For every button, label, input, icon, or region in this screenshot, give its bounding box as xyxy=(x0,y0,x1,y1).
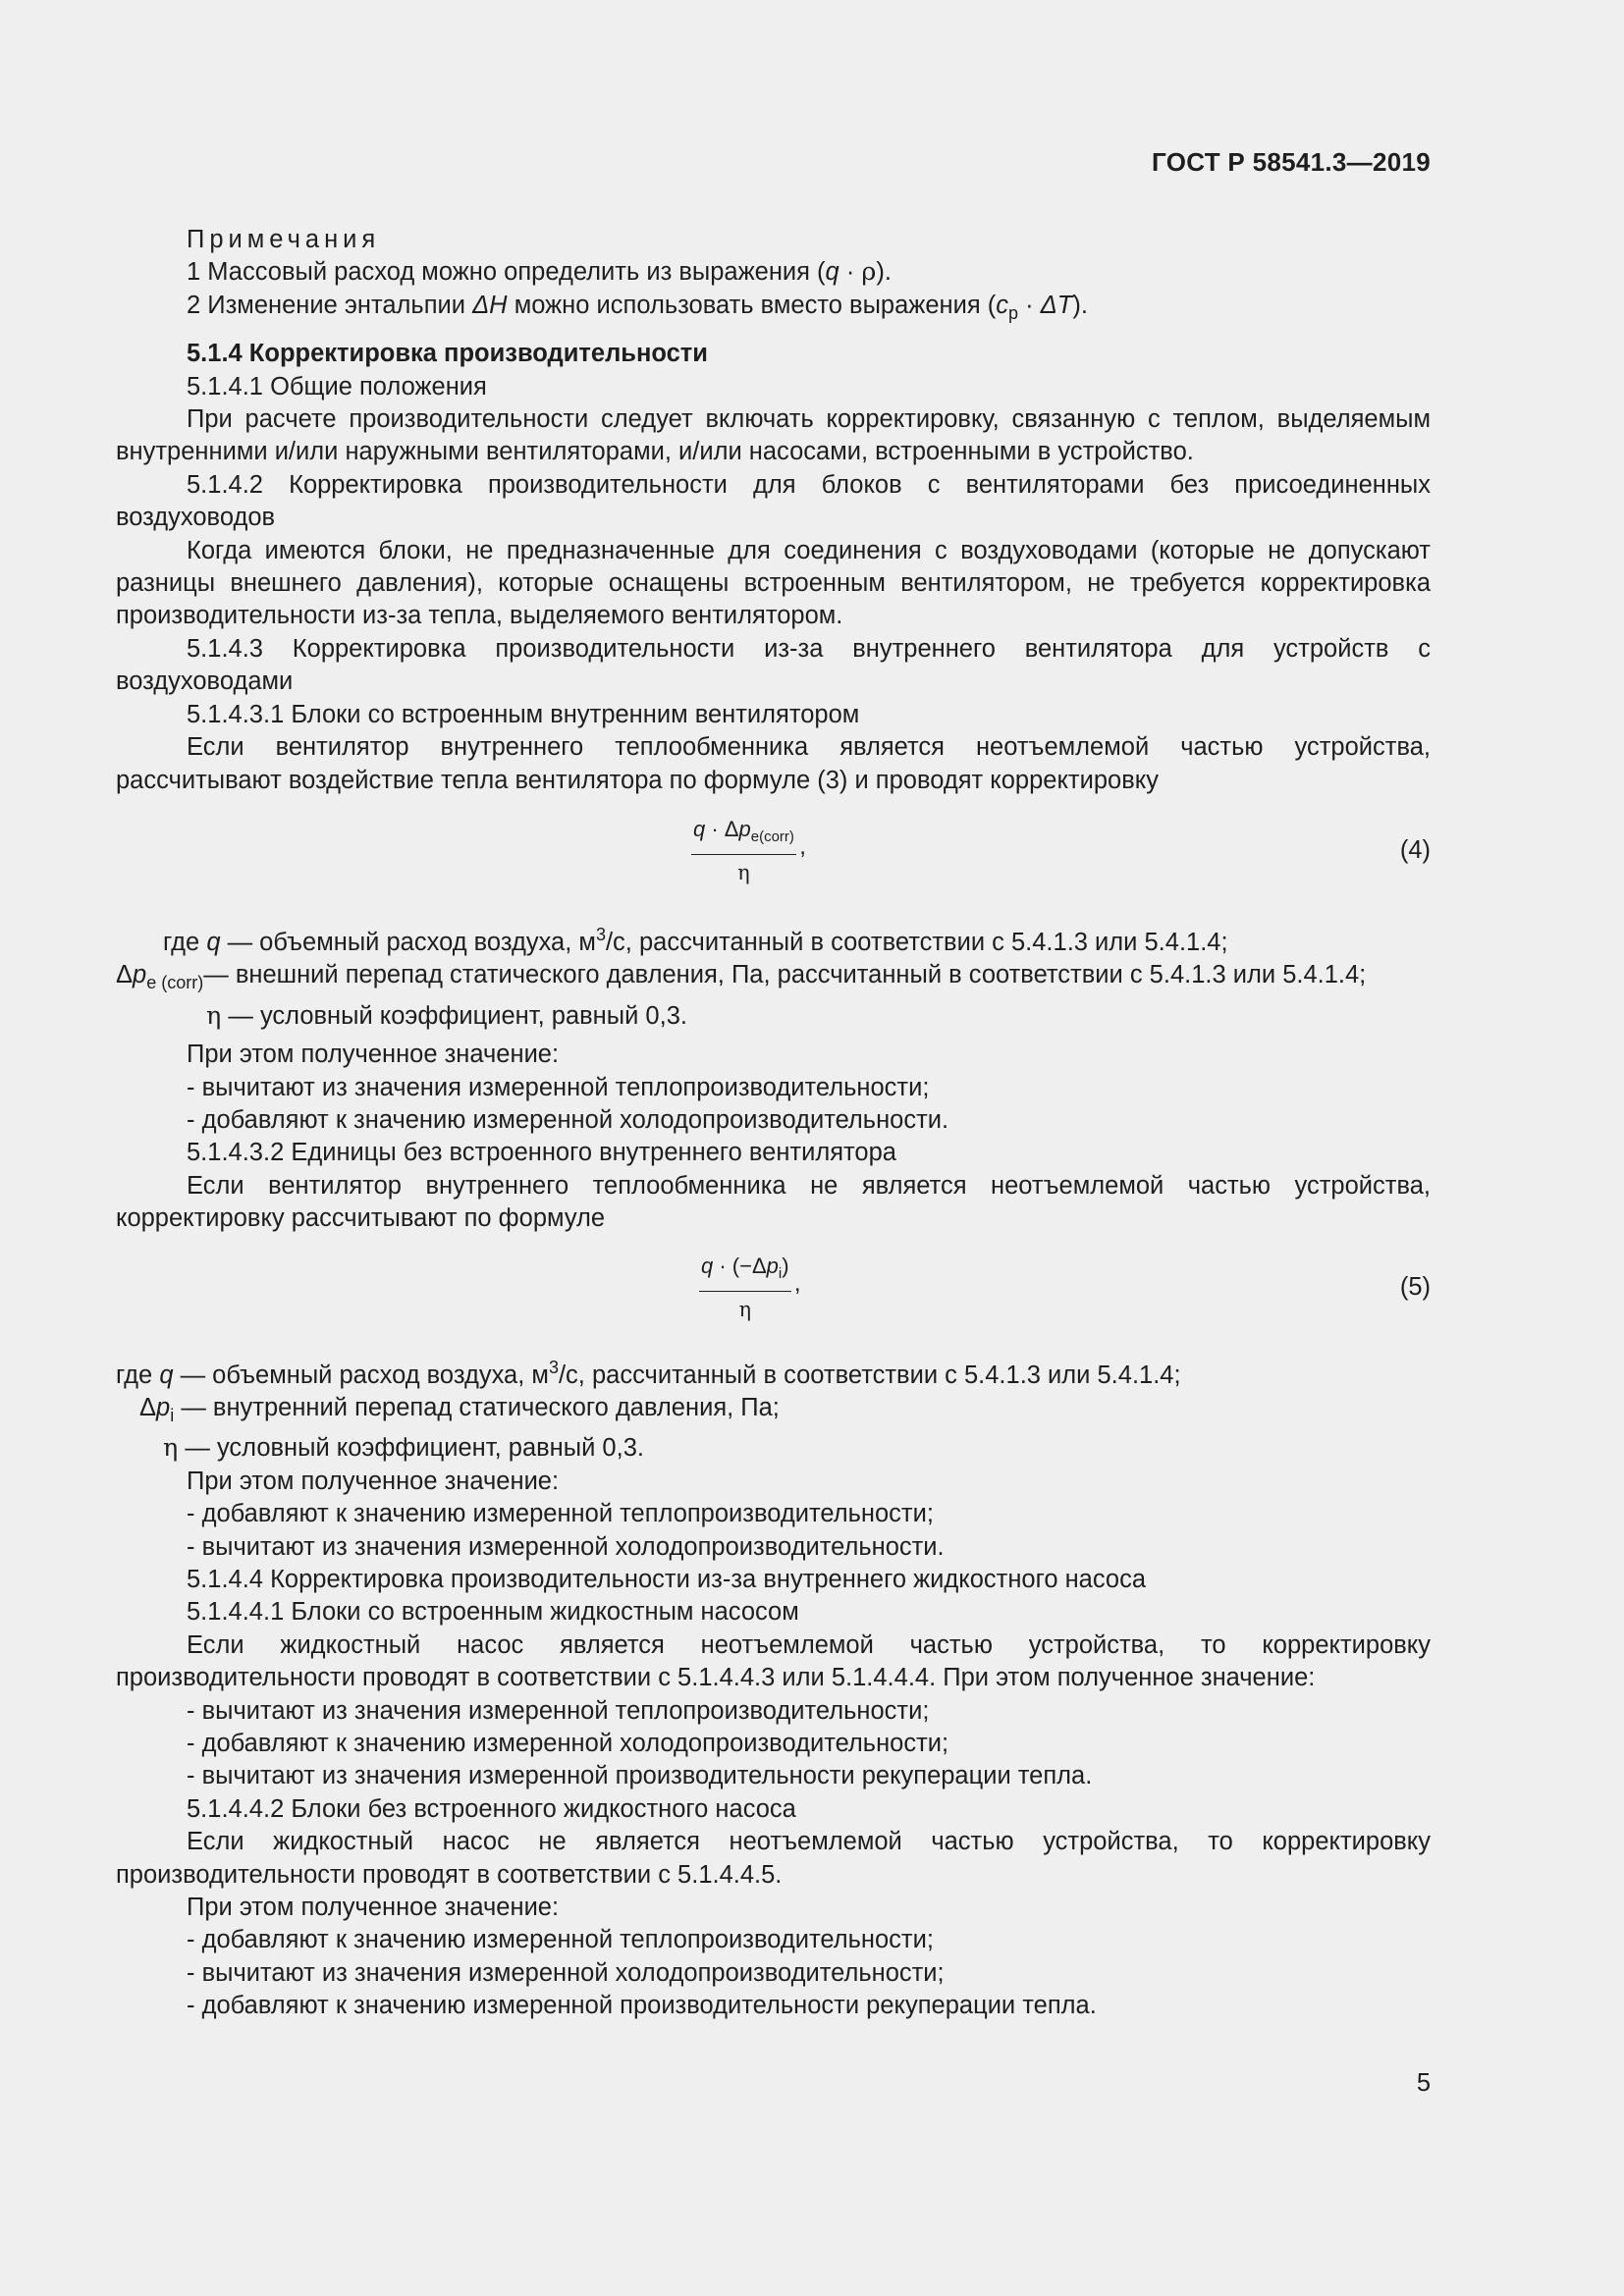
formula-4 xyxy=(116,817,1431,901)
list-item: - вычитают из значения измеренной холодопроизводительности; xyxy=(187,1958,945,1987)
note-2: 2 Изменение энтальпии ΔH можно использовать вместо выражения $(c_p \cdot \Delta T)$. xyxy=(187,291,1088,323)
list-item: - вычитают из значения измеренной холодопроизводительности. xyxy=(187,1532,945,1561)
paragraph: Если вентилятор внутреннего теплообменника является неотъемлемой частью устройства, рассчитывают воздействие тепла вентилятора по формуле (3) и проводят корректировку xyxy=(116,733,1431,794)
formula-4-fraction: $q \cdot \Delta p_{e(corr)}$ η , xyxy=(693,816,806,884)
paragraph: При этом полученное значение: xyxy=(187,1041,560,1069)
subsection-title: 5.1.4.4.2 Блоки без встроенного жидкостного насоса xyxy=(187,1794,796,1823)
formula-4-denominator: η xyxy=(737,860,750,884)
list-item: - вычитают из значения измеренной производительности рекуперации тепла. xyxy=(187,1762,1093,1790)
formula-5-number: (5) xyxy=(1399,1272,1431,1301)
subsection-title: 5.1.4.1 Общие положения xyxy=(187,372,487,400)
subsection-title: 5.1.4.3 Корректировка производительности из-за внутреннего вентилятора для устройств с воздуховодами xyxy=(116,634,1431,696)
formula-5-denominator: η xyxy=(738,1297,752,1321)
definition-eta: η — условный коэффициент, равный 0,3. xyxy=(163,1433,644,1464)
formula-4-number: (4) xyxy=(1399,835,1431,864)
formula-5-numerator: $q \cdot (-\Delta p_i)$ xyxy=(699,1254,791,1292)
standard-designation: ГОСТ Р 58541.3—2019 xyxy=(1152,147,1431,177)
list-item: - вычитают из значения измеренной теплопроизводительности; xyxy=(187,1073,930,1101)
notes-title: Примечания xyxy=(187,226,381,253)
list-item: - добавляют к значению измеренной холодопроизводительности. xyxy=(187,1105,949,1134)
paragraph: Когда имеются блоки, не предназначенные для соединения с воздуховодами (которые не допускают разницы внешнего давления), которые оснащены встроенным вентилятором, не требуется корректировка производительности из-за тепла, выделяемого вентилятором. xyxy=(116,536,1431,630)
definition-q: где q — объемный расход воздуха, $м^3/с$, рассчитанный в соответствии с 5.4.1.3 или 5.4.1.4; xyxy=(116,1357,1181,1389)
list-item: - добавляют к значению измеренной холодопроизводительности; xyxy=(187,1730,949,1758)
subsection-title: 5.1.4.3.2 Единицы без встроенного внутреннего вентилятора xyxy=(187,1139,896,1167)
paragraph: При расчете производительности следует включать корректировку, связанную с теплом, выделяемым внутренними и/или наружными вентиляторами, и/или насосами, встроенными в устройство. xyxy=(116,405,1431,466)
note-1: 1 Массовый расход можно определить из выражения (q · ρ). xyxy=(187,257,892,288)
subsection-title: 5.1.4.2 Корректировка производительности для блоков с вентиляторами без присоединенных воздуховодов xyxy=(116,470,1431,532)
paragraph: При этом полученное значение: xyxy=(187,1894,560,1922)
subsection-title: 5.1.4.4 Корректировка производительности из-за внутреннего жидкостного насоса xyxy=(187,1566,1147,1593)
definition-eta: η — условный коэффициент, равный 0,3. xyxy=(206,1000,687,1031)
list-item: - добавляют к значению измеренной производительности рекуперации тепла. xyxy=(187,1992,1097,2020)
list-item: - добавляют к значению измеренной теплопроизводительности; xyxy=(187,1926,934,1954)
formula-4-numerator: $q \cdot \Delta p_{e(corr)}$ xyxy=(691,817,796,855)
page-number: 5 xyxy=(1416,2069,1431,2097)
formula-5 xyxy=(116,1254,1431,1330)
paragraph: Если жидкостный насос является неотъемлемой частью устройства, то корректировку производительности проводят в соответствии с 5.1.4.4.3 или 5.1.4.4.4. При этом полученное значение: xyxy=(116,1630,1431,1692)
list-item: - вычитают из значения измеренной теплопроизводительности; xyxy=(187,1696,930,1725)
definition-dp: $\Delta p_{e (corr)}$ — внешний перепад статического давления, Па, рассчитанный в соответствии с 5.4.1.3 или 5.4.1.4; xyxy=(116,961,1367,993)
paragraph: Если жидкостный насос не является неотъемлемой частью устройства, то корректировку производительности проводят в соответствии с 5.1.4.4.5. xyxy=(116,1828,1431,1889)
subsection-title: 5.1.4.4.1 Блоки со встроенным жидкостным насосом xyxy=(187,1598,799,1627)
definition-dp: $\Delta p_i$ — внутренний перепад статического давления, Па; xyxy=(139,1393,780,1425)
formula-5-fraction: $q \cdot (-\Delta p_i)$ η , xyxy=(701,1253,801,1321)
paragraph: При этом полученное значение: xyxy=(187,1467,560,1495)
definition-q: где q — объемный расход воздуха, $м^3/с$, рассчитанный в соответствии с 5.4.1.3 или 5.4.1.4; xyxy=(163,924,1228,956)
section-heading: 5.1.4 Корректировка производительности xyxy=(187,340,708,368)
list-item: - добавляют к значению измеренной теплопроизводительности; xyxy=(187,1500,934,1528)
subsection-title: 5.1.4.3.1 Блоки со встроенным внутренним вентилятором xyxy=(187,700,860,728)
paragraph: Если вентилятор внутреннего теплообменника не является неотъемлемой частью устройства, корректировку рассчитывают по формуле xyxy=(116,1171,1431,1233)
document-body xyxy=(116,224,1431,2023)
